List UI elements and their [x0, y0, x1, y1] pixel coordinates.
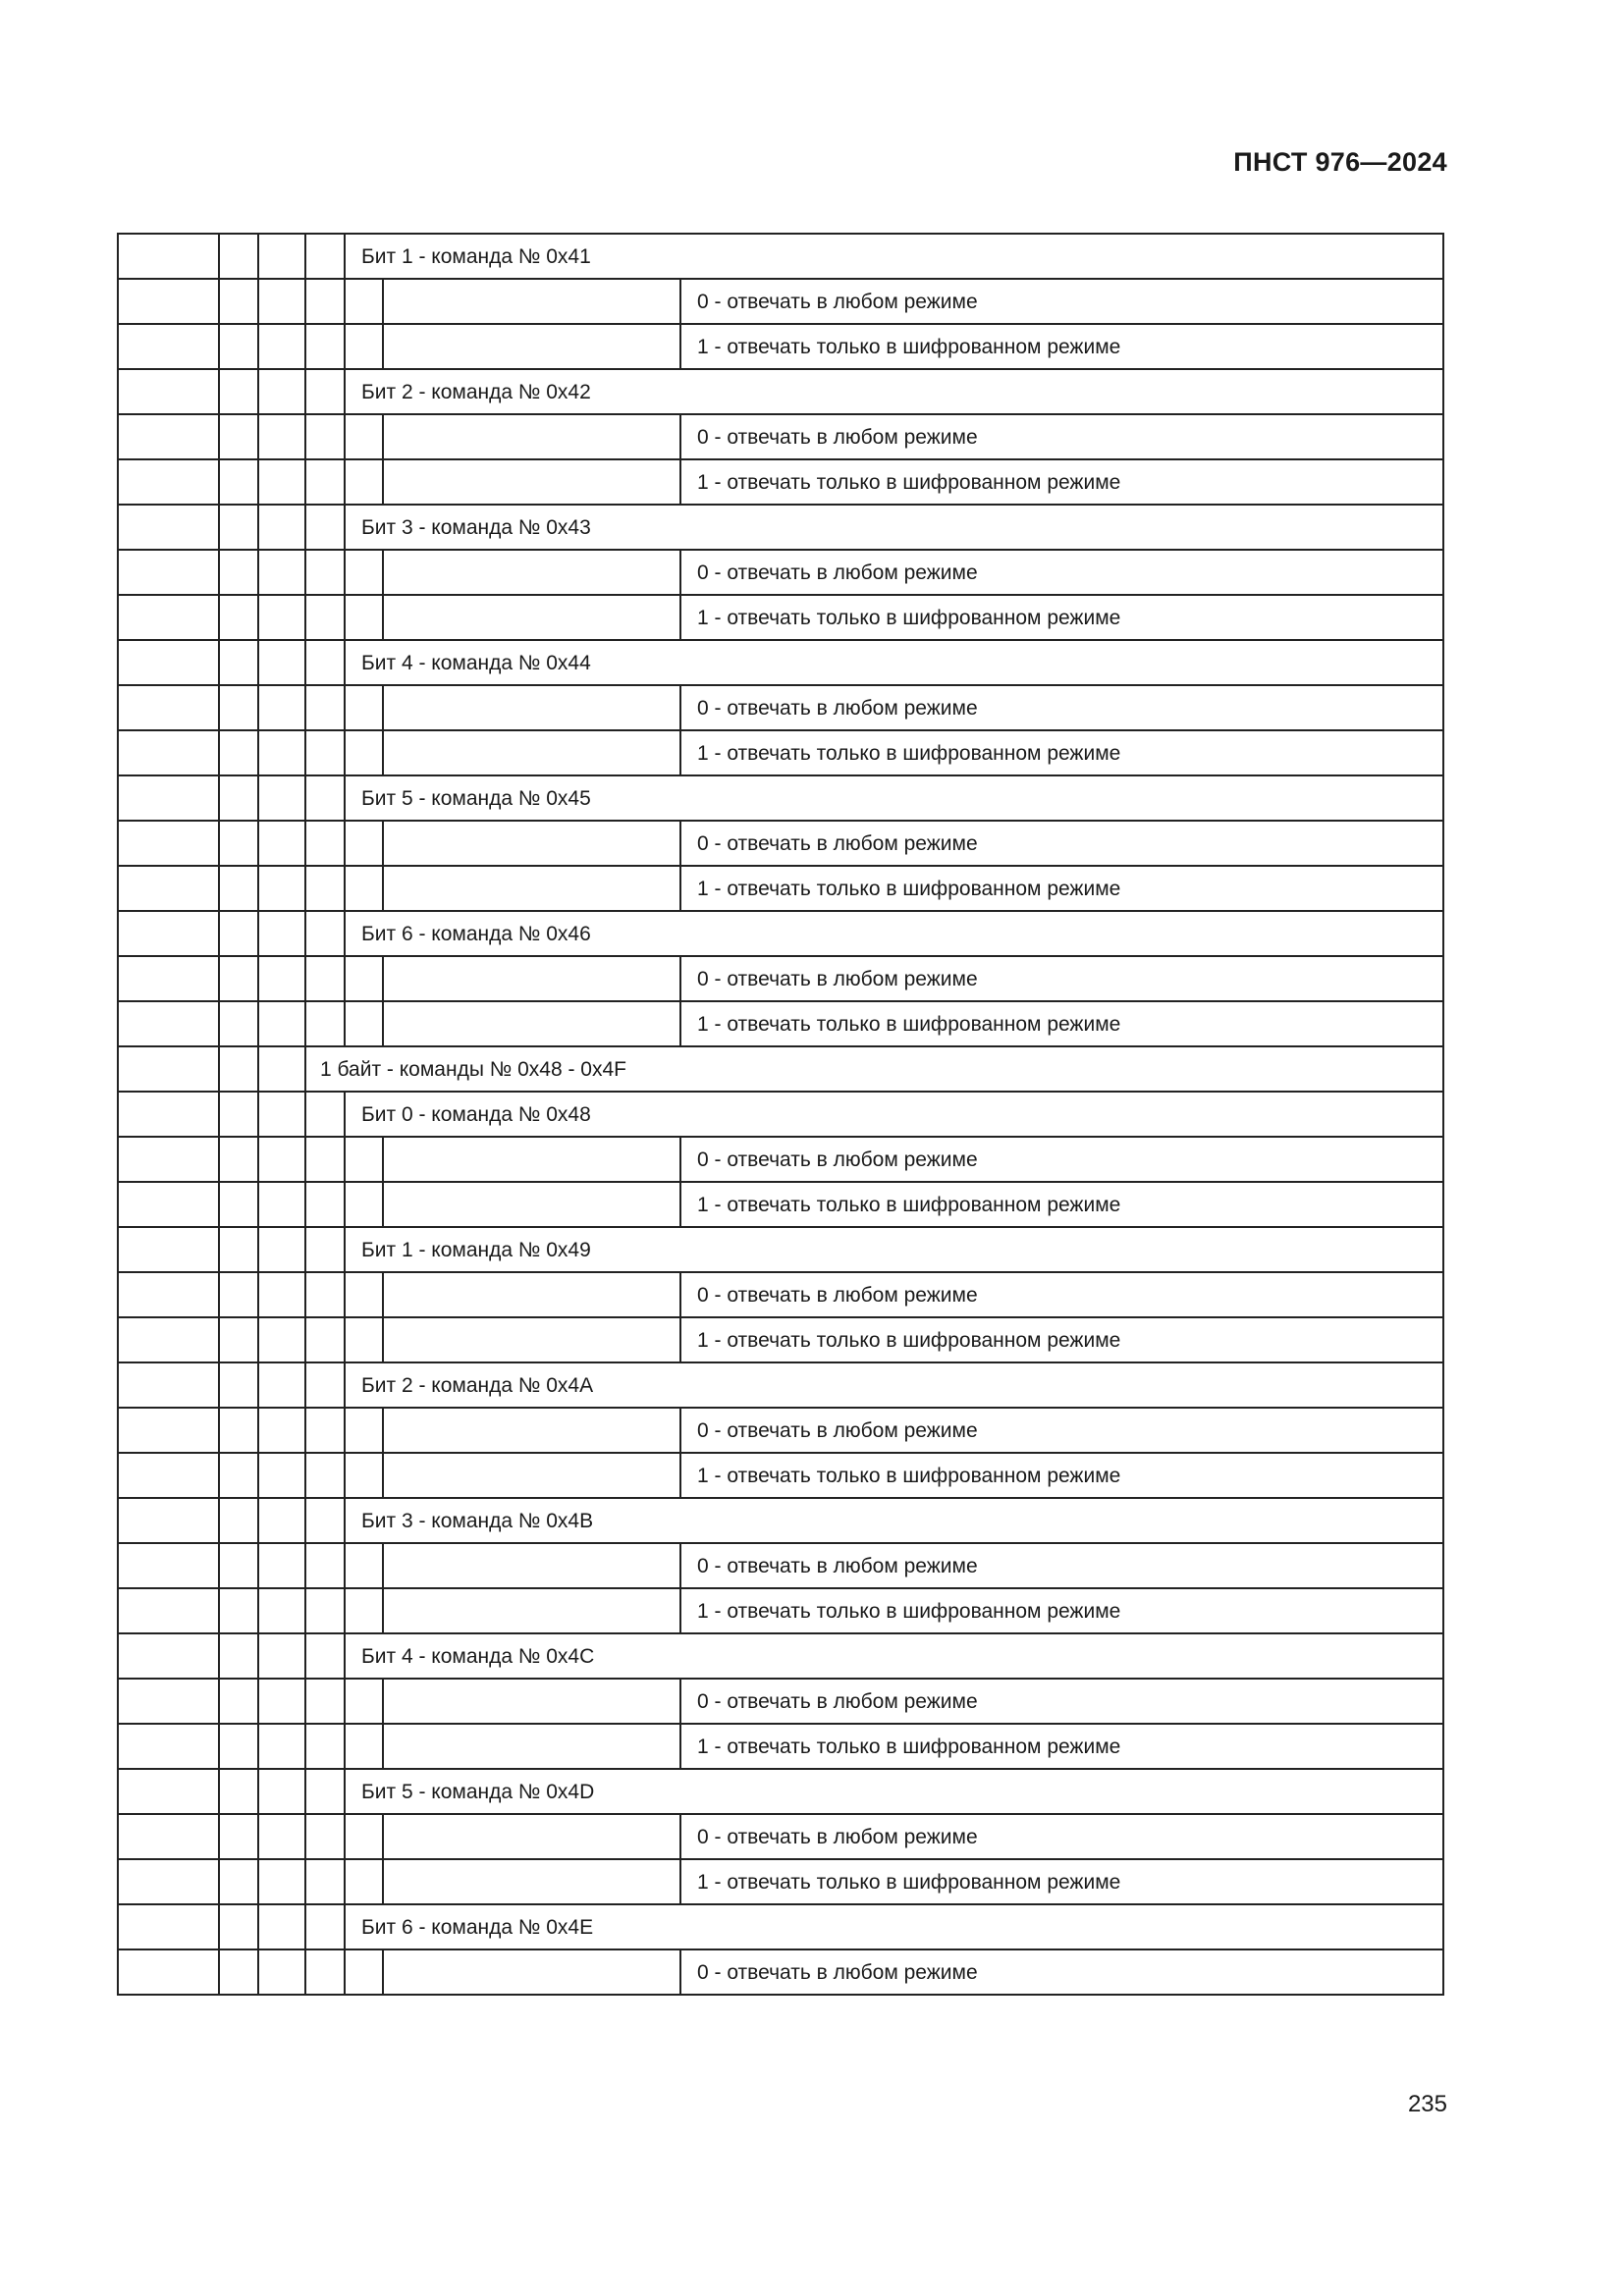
- empty-cell: [219, 414, 258, 459]
- bit-label-cell: Бит 6 - команда № 0x46: [345, 911, 1443, 956]
- val-row: [118, 1814, 1443, 1859]
- empty-cell: [345, 956, 383, 1001]
- empty-cell: [118, 1769, 219, 1814]
- empty-cell: [219, 1859, 258, 1904]
- value-label-cell: 0 - отвечать в любом режиме: [680, 1543, 1443, 1588]
- empty-cell: [345, 821, 383, 866]
- empty-cell: [305, 1949, 345, 1995]
- empty-cell: [258, 730, 305, 775]
- byte-label-cell: 1 байт - команды № 0x48 - 0x4F: [305, 1046, 1443, 1092]
- empty-cell: [118, 279, 219, 324]
- empty-cell: [258, 1272, 305, 1317]
- empty-cell: [305, 1633, 345, 1679]
- empty-cell: [219, 595, 258, 640]
- empty-cell: [383, 1453, 680, 1498]
- empty-cell: [118, 324, 219, 369]
- empty-cell: [305, 550, 345, 595]
- empty-cell: [118, 911, 219, 956]
- empty-cell: [258, 369, 305, 414]
- value-label-cell: 0 - отвечать в любом режиме: [680, 1814, 1443, 1859]
- empty-cell: [345, 324, 383, 369]
- empty-cell: [219, 1137, 258, 1182]
- empty-cell: [258, 1769, 305, 1814]
- empty-cell: [383, 1182, 680, 1227]
- empty-cell: [305, 775, 345, 821]
- empty-cell: [345, 866, 383, 911]
- empty-cell: [345, 1949, 383, 1995]
- val-row: [118, 459, 1443, 505]
- empty-cell: [305, 414, 345, 459]
- empty-cell: [118, 1724, 219, 1769]
- empty-cell: [258, 1137, 305, 1182]
- val-row: [118, 1182, 1443, 1227]
- empty-cell: [118, 730, 219, 775]
- empty-cell: [305, 1362, 345, 1408]
- empty-cell: [305, 1092, 345, 1137]
- empty-cell: [118, 1679, 219, 1724]
- empty-cell: [305, 505, 345, 550]
- bit-row: [118, 1498, 1443, 1543]
- bit-row: [118, 1769, 1443, 1814]
- empty-cell: [258, 1498, 305, 1543]
- empty-cell: [118, 550, 219, 595]
- empty-cell: [118, 414, 219, 459]
- val-row: [118, 1724, 1443, 1769]
- bit-label-cell: Бит 0 - команда № 0x48: [345, 1092, 1443, 1137]
- empty-cell: [258, 1362, 305, 1408]
- empty-cell: [219, 1633, 258, 1679]
- bit-label-cell: Бит 3 - команда № 0x43: [345, 505, 1443, 550]
- bit-label-cell: Бит 4 - команда № 0x44: [345, 640, 1443, 685]
- empty-cell: [305, 1859, 345, 1904]
- empty-cell: [258, 1588, 305, 1633]
- empty-cell: [219, 1679, 258, 1724]
- empty-cell: [219, 505, 258, 550]
- value-label-cell: 1 - отвечать только в шифрованном режиме: [680, 1724, 1443, 1769]
- empty-cell: [118, 1227, 219, 1272]
- value-label-cell: 0 - отвечать в любом режиме: [680, 1679, 1443, 1724]
- empty-cell: [345, 550, 383, 595]
- empty-cell: [305, 279, 345, 324]
- empty-cell: [219, 459, 258, 505]
- bit-label-cell: Бит 2 - команда № 0x42: [345, 369, 1443, 414]
- empty-cell: [258, 234, 305, 279]
- empty-cell: [305, 1227, 345, 1272]
- empty-cell: [383, 956, 680, 1001]
- empty-cell: [305, 1904, 345, 1949]
- empty-cell: [305, 1543, 345, 1588]
- value-label-cell: 1 - отвечать только в шифрованном режиме: [680, 1588, 1443, 1633]
- value-label-cell: 1 - отвечать только в шифрованном режиме: [680, 1317, 1443, 1362]
- empty-cell: [219, 1408, 258, 1453]
- empty-cell: [118, 595, 219, 640]
- bit-row: [118, 1362, 1443, 1408]
- value-label-cell: 1 - отвечать только в шифрованном режиме: [680, 1453, 1443, 1498]
- empty-cell: [258, 956, 305, 1001]
- empty-cell: [219, 1182, 258, 1227]
- empty-cell: [305, 1137, 345, 1182]
- empty-cell: [118, 775, 219, 821]
- empty-cell: [258, 775, 305, 821]
- empty-cell: [258, 1408, 305, 1453]
- empty-cell: [118, 505, 219, 550]
- empty-cell: [305, 821, 345, 866]
- empty-cell: [118, 640, 219, 685]
- empty-cell: [118, 1814, 219, 1859]
- empty-cell: [118, 1272, 219, 1317]
- empty-cell: [118, 1092, 219, 1137]
- empty-cell: [258, 1092, 305, 1137]
- bit-label-cell: Бит 6 - команда № 0x4E: [345, 1904, 1443, 1949]
- empty-cell: [305, 911, 345, 956]
- page-number: 235: [1407, 2091, 1447, 2117]
- empty-cell: [383, 414, 680, 459]
- val-row: [118, 1453, 1443, 1498]
- empty-cell: [258, 1904, 305, 1949]
- empty-cell: [258, 1317, 305, 1362]
- val-row: [118, 550, 1443, 595]
- value-label-cell: 1 - отвечать только в шифрованном режиме: [680, 595, 1443, 640]
- bit-row: [118, 911, 1443, 956]
- empty-cell: [383, 1949, 680, 1995]
- byte-row: [118, 1046, 1443, 1092]
- bit-row: [118, 369, 1443, 414]
- empty-cell: [219, 1814, 258, 1859]
- empty-cell: [258, 911, 305, 956]
- empty-cell: [305, 685, 345, 730]
- empty-cell: [219, 956, 258, 1001]
- value-label-cell: 0 - отвечать в любом режиме: [680, 550, 1443, 595]
- empty-cell: [258, 1001, 305, 1046]
- empty-cell: [219, 640, 258, 685]
- val-row: [118, 730, 1443, 775]
- empty-cell: [118, 685, 219, 730]
- empty-cell: [345, 730, 383, 775]
- empty-cell: [219, 911, 258, 956]
- bit-row: [118, 234, 1443, 279]
- val-row: [118, 324, 1443, 369]
- value-label-cell: 1 - отвечать только в шифрованном режиме: [680, 459, 1443, 505]
- empty-cell: [345, 1182, 383, 1227]
- empty-cell: [305, 324, 345, 369]
- empty-cell: [305, 866, 345, 911]
- empty-cell: [383, 1724, 680, 1769]
- empty-cell: [305, 459, 345, 505]
- empty-cell: [383, 595, 680, 640]
- empty-cell: [118, 1949, 219, 1995]
- empty-cell: [383, 730, 680, 775]
- empty-cell: [219, 775, 258, 821]
- val-row: [118, 279, 1443, 324]
- empty-cell: [383, 459, 680, 505]
- empty-cell: [345, 414, 383, 459]
- empty-cell: [219, 730, 258, 775]
- empty-cell: [383, 1543, 680, 1588]
- empty-cell: [258, 1182, 305, 1227]
- empty-cell: [118, 1633, 219, 1679]
- empty-cell: [383, 550, 680, 595]
- value-label-cell: 0 - отвечать в любом режиме: [680, 1408, 1443, 1453]
- empty-cell: [258, 324, 305, 369]
- value-label-cell: 1 - отвечать только в шифрованном режиме: [680, 324, 1443, 369]
- empty-cell: [258, 640, 305, 685]
- value-label-cell: 0 - отвечать в любом режиме: [680, 1137, 1443, 1182]
- empty-cell: [258, 821, 305, 866]
- empty-cell: [305, 1182, 345, 1227]
- empty-cell: [219, 1453, 258, 1498]
- table-body: [118, 234, 1443, 1995]
- bit-label-cell: Бит 2 - команда № 0x4A: [345, 1362, 1443, 1408]
- val-row: [118, 1317, 1443, 1362]
- empty-cell: [118, 1137, 219, 1182]
- val-row: [118, 1001, 1443, 1046]
- bit-row: [118, 1227, 1443, 1272]
- bit-row: [118, 505, 1443, 550]
- empty-cell: [219, 685, 258, 730]
- bit-row: [118, 1904, 1443, 1949]
- value-label-cell: 0 - отвечать в любом режиме: [680, 279, 1443, 324]
- empty-cell: [219, 369, 258, 414]
- empty-cell: [305, 1724, 345, 1769]
- empty-cell: [219, 1092, 258, 1137]
- empty-cell: [118, 1498, 219, 1543]
- empty-cell: [383, 866, 680, 911]
- empty-cell: [118, 1904, 219, 1949]
- empty-cell: [345, 1859, 383, 1904]
- bit-command-table: [117, 233, 1444, 1996]
- value-label-cell: 0 - отвечать в любом режиме: [680, 1272, 1443, 1317]
- empty-cell: [383, 1814, 680, 1859]
- empty-cell: [258, 1814, 305, 1859]
- empty-cell: [118, 1317, 219, 1362]
- val-row: [118, 1679, 1443, 1724]
- val-row: [118, 1408, 1443, 1453]
- empty-cell: [383, 1588, 680, 1633]
- empty-cell: [258, 1046, 305, 1092]
- empty-cell: [383, 1859, 680, 1904]
- empty-cell: [305, 1769, 345, 1814]
- empty-cell: [118, 1046, 219, 1092]
- empty-cell: [258, 1949, 305, 1995]
- empty-cell: [258, 1724, 305, 1769]
- empty-cell: [258, 595, 305, 640]
- empty-cell: [219, 1272, 258, 1317]
- empty-cell: [258, 1679, 305, 1724]
- bit-row: [118, 1092, 1443, 1137]
- bit-label-cell: Бит 3 - команда № 0x4B: [345, 1498, 1443, 1543]
- empty-cell: [219, 1498, 258, 1543]
- empty-cell: [219, 279, 258, 324]
- val-row: [118, 1859, 1443, 1904]
- bit-label-cell: Бит 5 - команда № 0x45: [345, 775, 1443, 821]
- empty-cell: [118, 1588, 219, 1633]
- empty-cell: [258, 505, 305, 550]
- empty-cell: [345, 1543, 383, 1588]
- empty-cell: [305, 1498, 345, 1543]
- empty-cell: [305, 234, 345, 279]
- empty-cell: [305, 1679, 345, 1724]
- empty-cell: [118, 1859, 219, 1904]
- empty-cell: [345, 595, 383, 640]
- value-label-cell: 0 - отвечать в любом режиме: [680, 414, 1443, 459]
- value-label-cell: 1 - отвечать только в шифрованном режиме: [680, 1001, 1443, 1046]
- empty-cell: [118, 1001, 219, 1046]
- empty-cell: [345, 685, 383, 730]
- empty-cell: [258, 459, 305, 505]
- value-label-cell: 0 - отвечать в любом режиме: [680, 821, 1443, 866]
- empty-cell: [345, 1724, 383, 1769]
- empty-cell: [219, 1904, 258, 1949]
- empty-cell: [219, 234, 258, 279]
- bit-row: [118, 775, 1443, 821]
- empty-cell: [118, 234, 219, 279]
- empty-cell: [258, 685, 305, 730]
- empty-cell: [383, 1272, 680, 1317]
- empty-cell: [258, 279, 305, 324]
- value-label-cell: 0 - отвечать в любом режиме: [680, 685, 1443, 730]
- empty-cell: [345, 1814, 383, 1859]
- empty-cell: [219, 1769, 258, 1814]
- bit-label-cell: Бит 5 - команда № 0x4D: [345, 1769, 1443, 1814]
- empty-cell: [219, 1001, 258, 1046]
- document-code: ПНСТ 976—2024: [1233, 147, 1447, 177]
- empty-cell: [345, 1679, 383, 1724]
- empty-cell: [305, 1272, 345, 1317]
- empty-cell: [118, 1362, 219, 1408]
- empty-cell: [219, 1724, 258, 1769]
- empty-cell: [305, 369, 345, 414]
- bit-row: [118, 1633, 1443, 1679]
- empty-cell: [258, 414, 305, 459]
- empty-cell: [305, 595, 345, 640]
- empty-cell: [305, 1453, 345, 1498]
- empty-cell: [258, 1227, 305, 1272]
- empty-cell: [345, 1137, 383, 1182]
- empty-cell: [118, 1408, 219, 1453]
- empty-cell: [258, 866, 305, 911]
- empty-cell: [345, 1317, 383, 1362]
- empty-cell: [258, 550, 305, 595]
- val-row: [118, 1543, 1443, 1588]
- bit-label-cell: Бит 1 - команда № 0x49: [345, 1227, 1443, 1272]
- bit-row: [118, 640, 1443, 685]
- val-row: [118, 685, 1443, 730]
- val-row: [118, 1272, 1443, 1317]
- empty-cell: [118, 369, 219, 414]
- empty-cell: [219, 1227, 258, 1272]
- empty-cell: [219, 324, 258, 369]
- empty-cell: [345, 1001, 383, 1046]
- empty-cell: [383, 1317, 680, 1362]
- empty-cell: [118, 1453, 219, 1498]
- val-row: [118, 821, 1443, 866]
- empty-cell: [345, 459, 383, 505]
- val-row: [118, 414, 1443, 459]
- empty-cell: [118, 866, 219, 911]
- value-label-cell: 1 - отвечать только в шифрованном режиме: [680, 1859, 1443, 1904]
- empty-cell: [219, 550, 258, 595]
- val-row: [118, 1949, 1443, 1995]
- empty-cell: [345, 1408, 383, 1453]
- val-row: [118, 1588, 1443, 1633]
- empty-cell: [258, 1859, 305, 1904]
- empty-cell: [383, 324, 680, 369]
- value-label-cell: 1 - отвечать только в шифрованном режиме: [680, 730, 1443, 775]
- empty-cell: [219, 1362, 258, 1408]
- empty-cell: [345, 1272, 383, 1317]
- val-row: [118, 866, 1443, 911]
- empty-cell: [219, 821, 258, 866]
- empty-cell: [219, 1588, 258, 1633]
- empty-cell: [305, 956, 345, 1001]
- bit-label-cell: Бит 4 - команда № 0x4C: [345, 1633, 1443, 1679]
- empty-cell: [219, 1046, 258, 1092]
- value-label-cell: 0 - отвечать в любом режиме: [680, 956, 1443, 1001]
- empty-cell: [305, 1588, 345, 1633]
- empty-cell: [305, 1408, 345, 1453]
- empty-cell: [219, 1949, 258, 1995]
- empty-cell: [118, 956, 219, 1001]
- empty-cell: [118, 1182, 219, 1227]
- empty-cell: [258, 1633, 305, 1679]
- empty-cell: [383, 279, 680, 324]
- empty-cell: [345, 1588, 383, 1633]
- empty-cell: [383, 1137, 680, 1182]
- empty-cell: [118, 459, 219, 505]
- value-label-cell: 0 - отвечать в любом режиме: [680, 1949, 1443, 1995]
- empty-cell: [219, 866, 258, 911]
- bit-label-cell: Бит 1 - команда № 0x41: [345, 234, 1443, 279]
- empty-cell: [383, 685, 680, 730]
- empty-cell: [118, 1543, 219, 1588]
- empty-cell: [305, 730, 345, 775]
- empty-cell: [305, 640, 345, 685]
- value-label-cell: 1 - отвечать только в шифрованном режиме: [680, 1182, 1443, 1227]
- empty-cell: [305, 1814, 345, 1859]
- empty-cell: [118, 821, 219, 866]
- empty-cell: [345, 279, 383, 324]
- empty-cell: [258, 1543, 305, 1588]
- val-row: [118, 1137, 1443, 1182]
- val-row: [118, 595, 1443, 640]
- empty-cell: [219, 1317, 258, 1362]
- val-row: [118, 956, 1443, 1001]
- empty-cell: [305, 1001, 345, 1046]
- empty-cell: [345, 1453, 383, 1498]
- empty-cell: [305, 1317, 345, 1362]
- empty-cell: [383, 1408, 680, 1453]
- empty-cell: [383, 821, 680, 866]
- value-label-cell: 1 - отвечать только в шифрованном режиме: [680, 866, 1443, 911]
- empty-cell: [219, 1543, 258, 1588]
- empty-cell: [383, 1001, 680, 1046]
- empty-cell: [258, 1453, 305, 1498]
- empty-cell: [383, 1679, 680, 1724]
